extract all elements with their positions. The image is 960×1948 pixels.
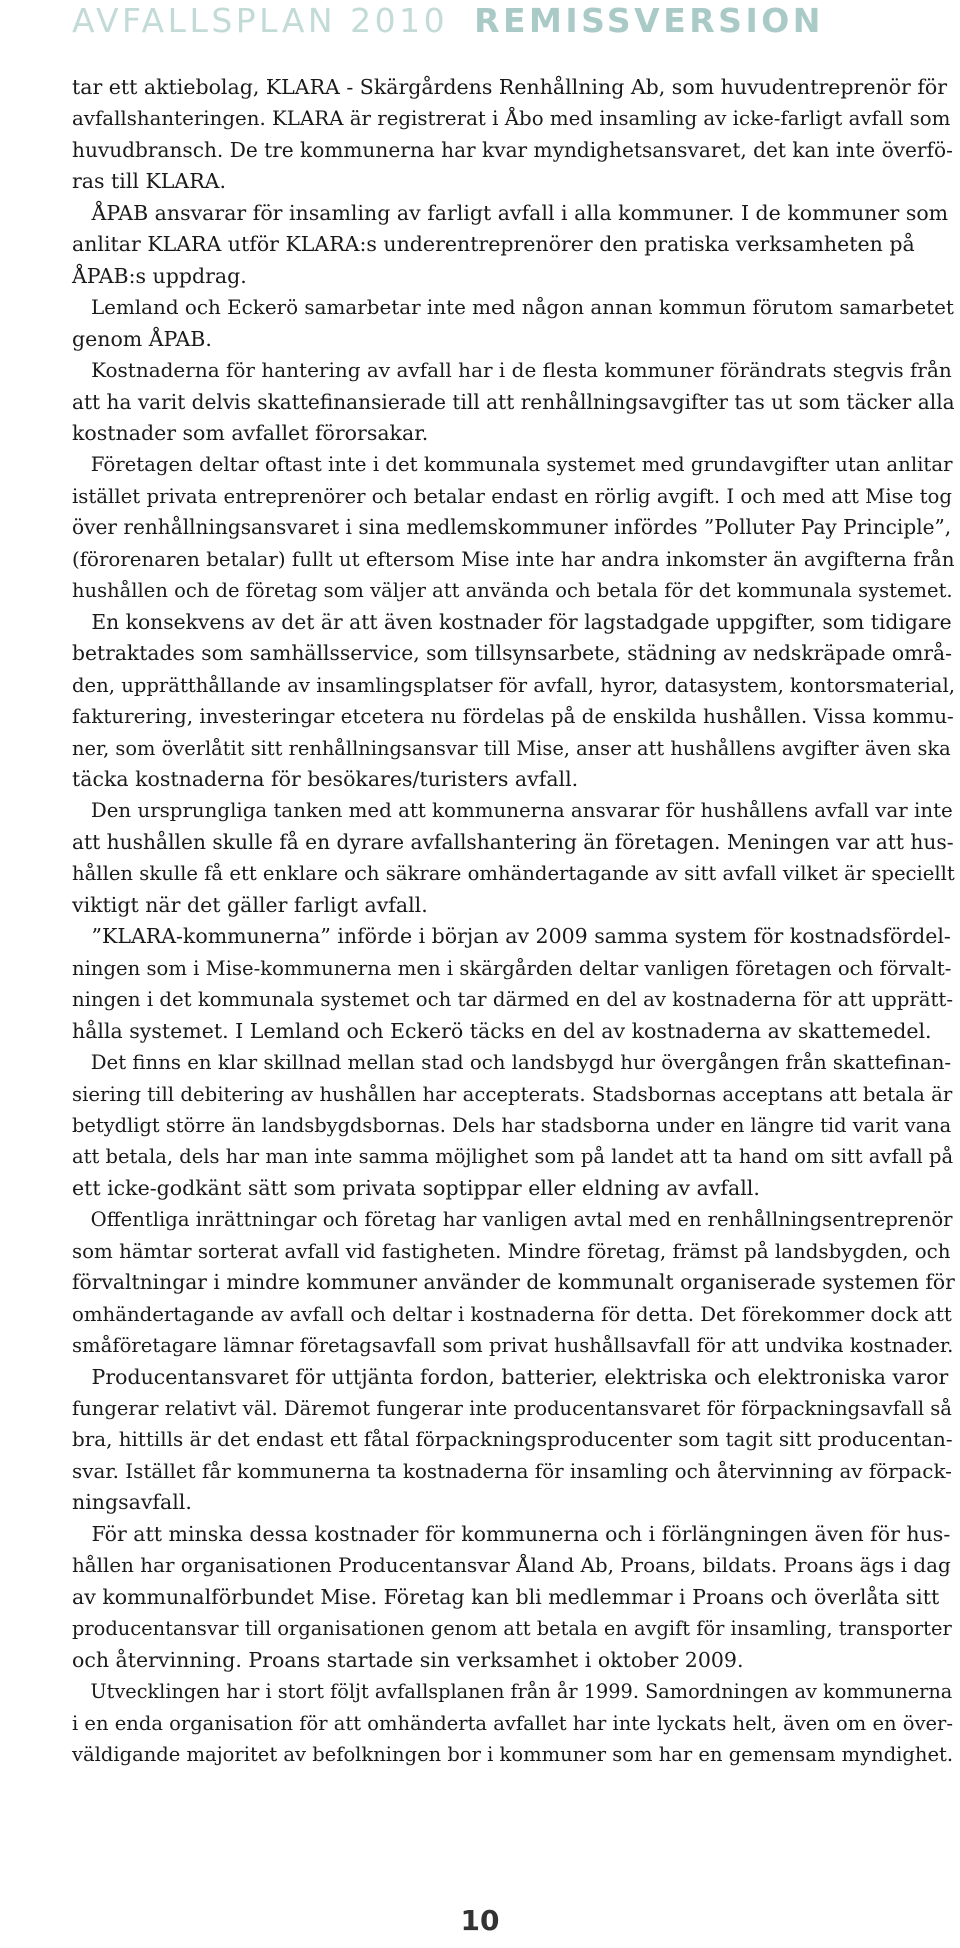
text-line: i en enda organisation för att omhänderta avfallet har inte lyckats helt, även om en över-	[72, 1711, 953, 1735]
text-line: att hushållen skulle få en dyrare avfallshantering än företagen. Meningen var att hus-	[72, 829, 954, 854]
text-line: huvudbransch. De tre kommunerna har kvar myndighetsansvaret, det kan inte överfö-	[72, 137, 953, 162]
text-line: Den ursprungliga tanken med att kommunerna ansvarar för hushållens avfall var inte	[72, 799, 953, 823]
text-line: producentansvar till organisationen genom att betala en avgift för insamling, transporter	[72, 1617, 952, 1641]
text-line: (förorenaren betalar) fullt ut eftersom Mise inte har andra inkomster än avgifterna från	[72, 547, 955, 571]
text-line: som hämtar sorterat avfall vid fastigheten. Mindre företag, främst på landsbygden, och	[72, 1239, 951, 1263]
text-line: avfallshanteringen. KLARA är registrerat i Åbo med insamling av icke-farligt avfall som	[72, 107, 951, 131]
text-line: och återvinning. Proans startade sin verksamhet i oktober 2009.	[72, 1647, 744, 1672]
page-number: 10	[460, 1904, 500, 1937]
text-line: siering till debitering av hushållen har accepterats. Stadsbornas acceptans att betala är	[72, 1082, 953, 1106]
text-line: hållen skulle få ett enklare och säkrare omhändertagande av sitt avfall vilket är speciellt	[72, 862, 955, 886]
text-line: anlitar KLARA utför KLARA:s underentreprenörer den pratiska verksamheten på	[72, 232, 915, 257]
text-line: ras till KLARA.	[72, 169, 226, 194]
text-line: ner, som överlåtit sitt renhållningsansvar till Mise, anser att hushållens avgifter även ska	[72, 736, 951, 760]
text-line: Utvecklingen har i stort följt avfallsplanen från år 1999. Samordningen av kommunerna	[72, 1680, 953, 1704]
text-line: Lemland och Eckerö samarbetar inte med någon annan kommun förutom samarbetet	[72, 296, 954, 320]
header-title: AVFALLSPLAN 2010	[72, 1, 449, 40]
text-line: ÅPAB:s uppdrag.	[72, 263, 247, 288]
text-line: Kostnaderna för hantering av avfall har i de flesta kommuner förändrats stegvis från	[72, 358, 952, 383]
text-line: hållen har organisationen Producentansvar Åland Ab, Proans, bildats. Proans ägs i dag	[72, 1554, 951, 1578]
text-line: ÅPAB ansvarar för insamling av farligt avfall i alla kommuner. I de kommuner som	[72, 200, 949, 225]
text-line: viktigt när det gäller farligt avfall.	[72, 892, 428, 917]
text-line: För att minska dessa kostnader för kommunerna och i förlängningen även för hus-	[72, 1521, 951, 1546]
text-line: ningsavfall.	[72, 1490, 192, 1515]
text-line: En konsekvens av det är att även kostnader för lagstadgade uppgifter, som tidigare	[72, 609, 952, 634]
text-line: Offentliga inrättningar och företag har vanligen avtal med en renhållningsentreprenör	[72, 1208, 953, 1232]
text-line: kostnader som avfallet förorsakar.	[72, 420, 429, 445]
text-line: fungerar relativt väl. Däremot fungerar inte producentansvaret för förpackningsavfall så	[72, 1397, 952, 1421]
text-line: omhändertagande av avfall och deltar i kostnaderna för detta. Det förekommer dock att	[72, 1302, 952, 1326]
text-line: betraktades som samhällsservice, som tillsynsarbete, städning av nedskräpade områ-	[72, 641, 953, 666]
text-line: förvaltningar i mindre kommuner använder de kommunalt organiserade systemen för	[72, 1270, 955, 1295]
text-line: genom ÅPAB.	[72, 326, 212, 351]
text-line: istället privata entreprenörer och betalar endast en rörlig avgift. I och med att Mise tog	[72, 484, 953, 508]
text-line: ”KLARA-kommunerna” införde i början av 2009 samma system för kostnadsfördel-	[72, 924, 951, 949]
text-line: svar. Istället får kommunerna ta kostnaderna för insamling och återvinning av förpack-	[72, 1459, 952, 1483]
text-line: bra, hittills är det endast ett fåtal förpackningsproducenter som tagit sitt producentan-	[72, 1428, 953, 1452]
text-line: fakturering, investeringar etcetera nu fördelas på de enskilda hushållen. Vissa kommu-	[72, 705, 954, 729]
text-line: tar ett aktiebolag, KLARA - Skärgårdens Renhållning Ab, som huvudentreprenör för	[72, 75, 948, 99]
text-line: Företagen deltar oftast inte i det kommunala systemet med grundavgifter utan anlitar	[72, 453, 953, 477]
text-line: Producentansvaret för uttjänta fordon, batterier, elektriska och elektroniska varor	[72, 1364, 949, 1389]
text-line: Det finns en klar skillnad mellan stad och landsbygd hur övergången från skattefinan-	[72, 1051, 952, 1075]
header-version: REMISSVERSION	[474, 1, 824, 40]
body-text	[72, 72, 960, 1770]
text-line: väldigande majoritet av befolkningen bor i kommuner som har en gemensam myndighet.	[72, 1743, 954, 1767]
text-line: över renhållningsansvaret i sina medlemskommuner infördes ”Polluter Pay Principle”,	[72, 515, 952, 540]
text-line: täcka kostnaderna för besökares/turisters avfall.	[72, 766, 579, 791]
text-line: hushållen och de företag som väljer att använda och betala för det kommunala systemet.	[72, 579, 953, 603]
text-line: ett icke-godkänt sätt som privata soptippar eller eldning av avfall.	[72, 1175, 760, 1200]
text-line: att ha varit delvis skattefinansierade till att renhållningsavgifter tas ut som täcker alla	[72, 389, 955, 414]
text-line: småföretagare lämnar företagsavfall som privat hushållsavfall för att undvika kostnader.	[72, 1334, 954, 1358]
text-line: ningen i det kommunala systemet och tar därmed en del av kostnaderna för att upprätt-	[72, 988, 953, 1012]
text-line: ningen som i Mise-kommunerna men i skärgården deltar vanligen företagen och förvalt-	[72, 956, 952, 980]
text-line: den, upprätthållande av insamlingsplatser för avfall, hyror, datasystem, kontorsmaterial,	[72, 673, 955, 697]
text-line: av kommunalförbundet Mise. Företag kan bli medlemmar i Proans och överlåta sitt	[72, 1584, 940, 1609]
text-line: att betala, dels har man inte samma möjlighet som på landet att ta hand om sitt avfall på	[72, 1145, 954, 1169]
running-header	[72, 0, 824, 42]
text-line: betydligt större än landsbygdsbornas. Dels har stadsborna under en längre tid varit vana	[72, 1113, 952, 1137]
text-line: hålla systemet. I Lemland och Eckerö täcks en del av kostnaderna av skattemedel.	[72, 1018, 932, 1043]
